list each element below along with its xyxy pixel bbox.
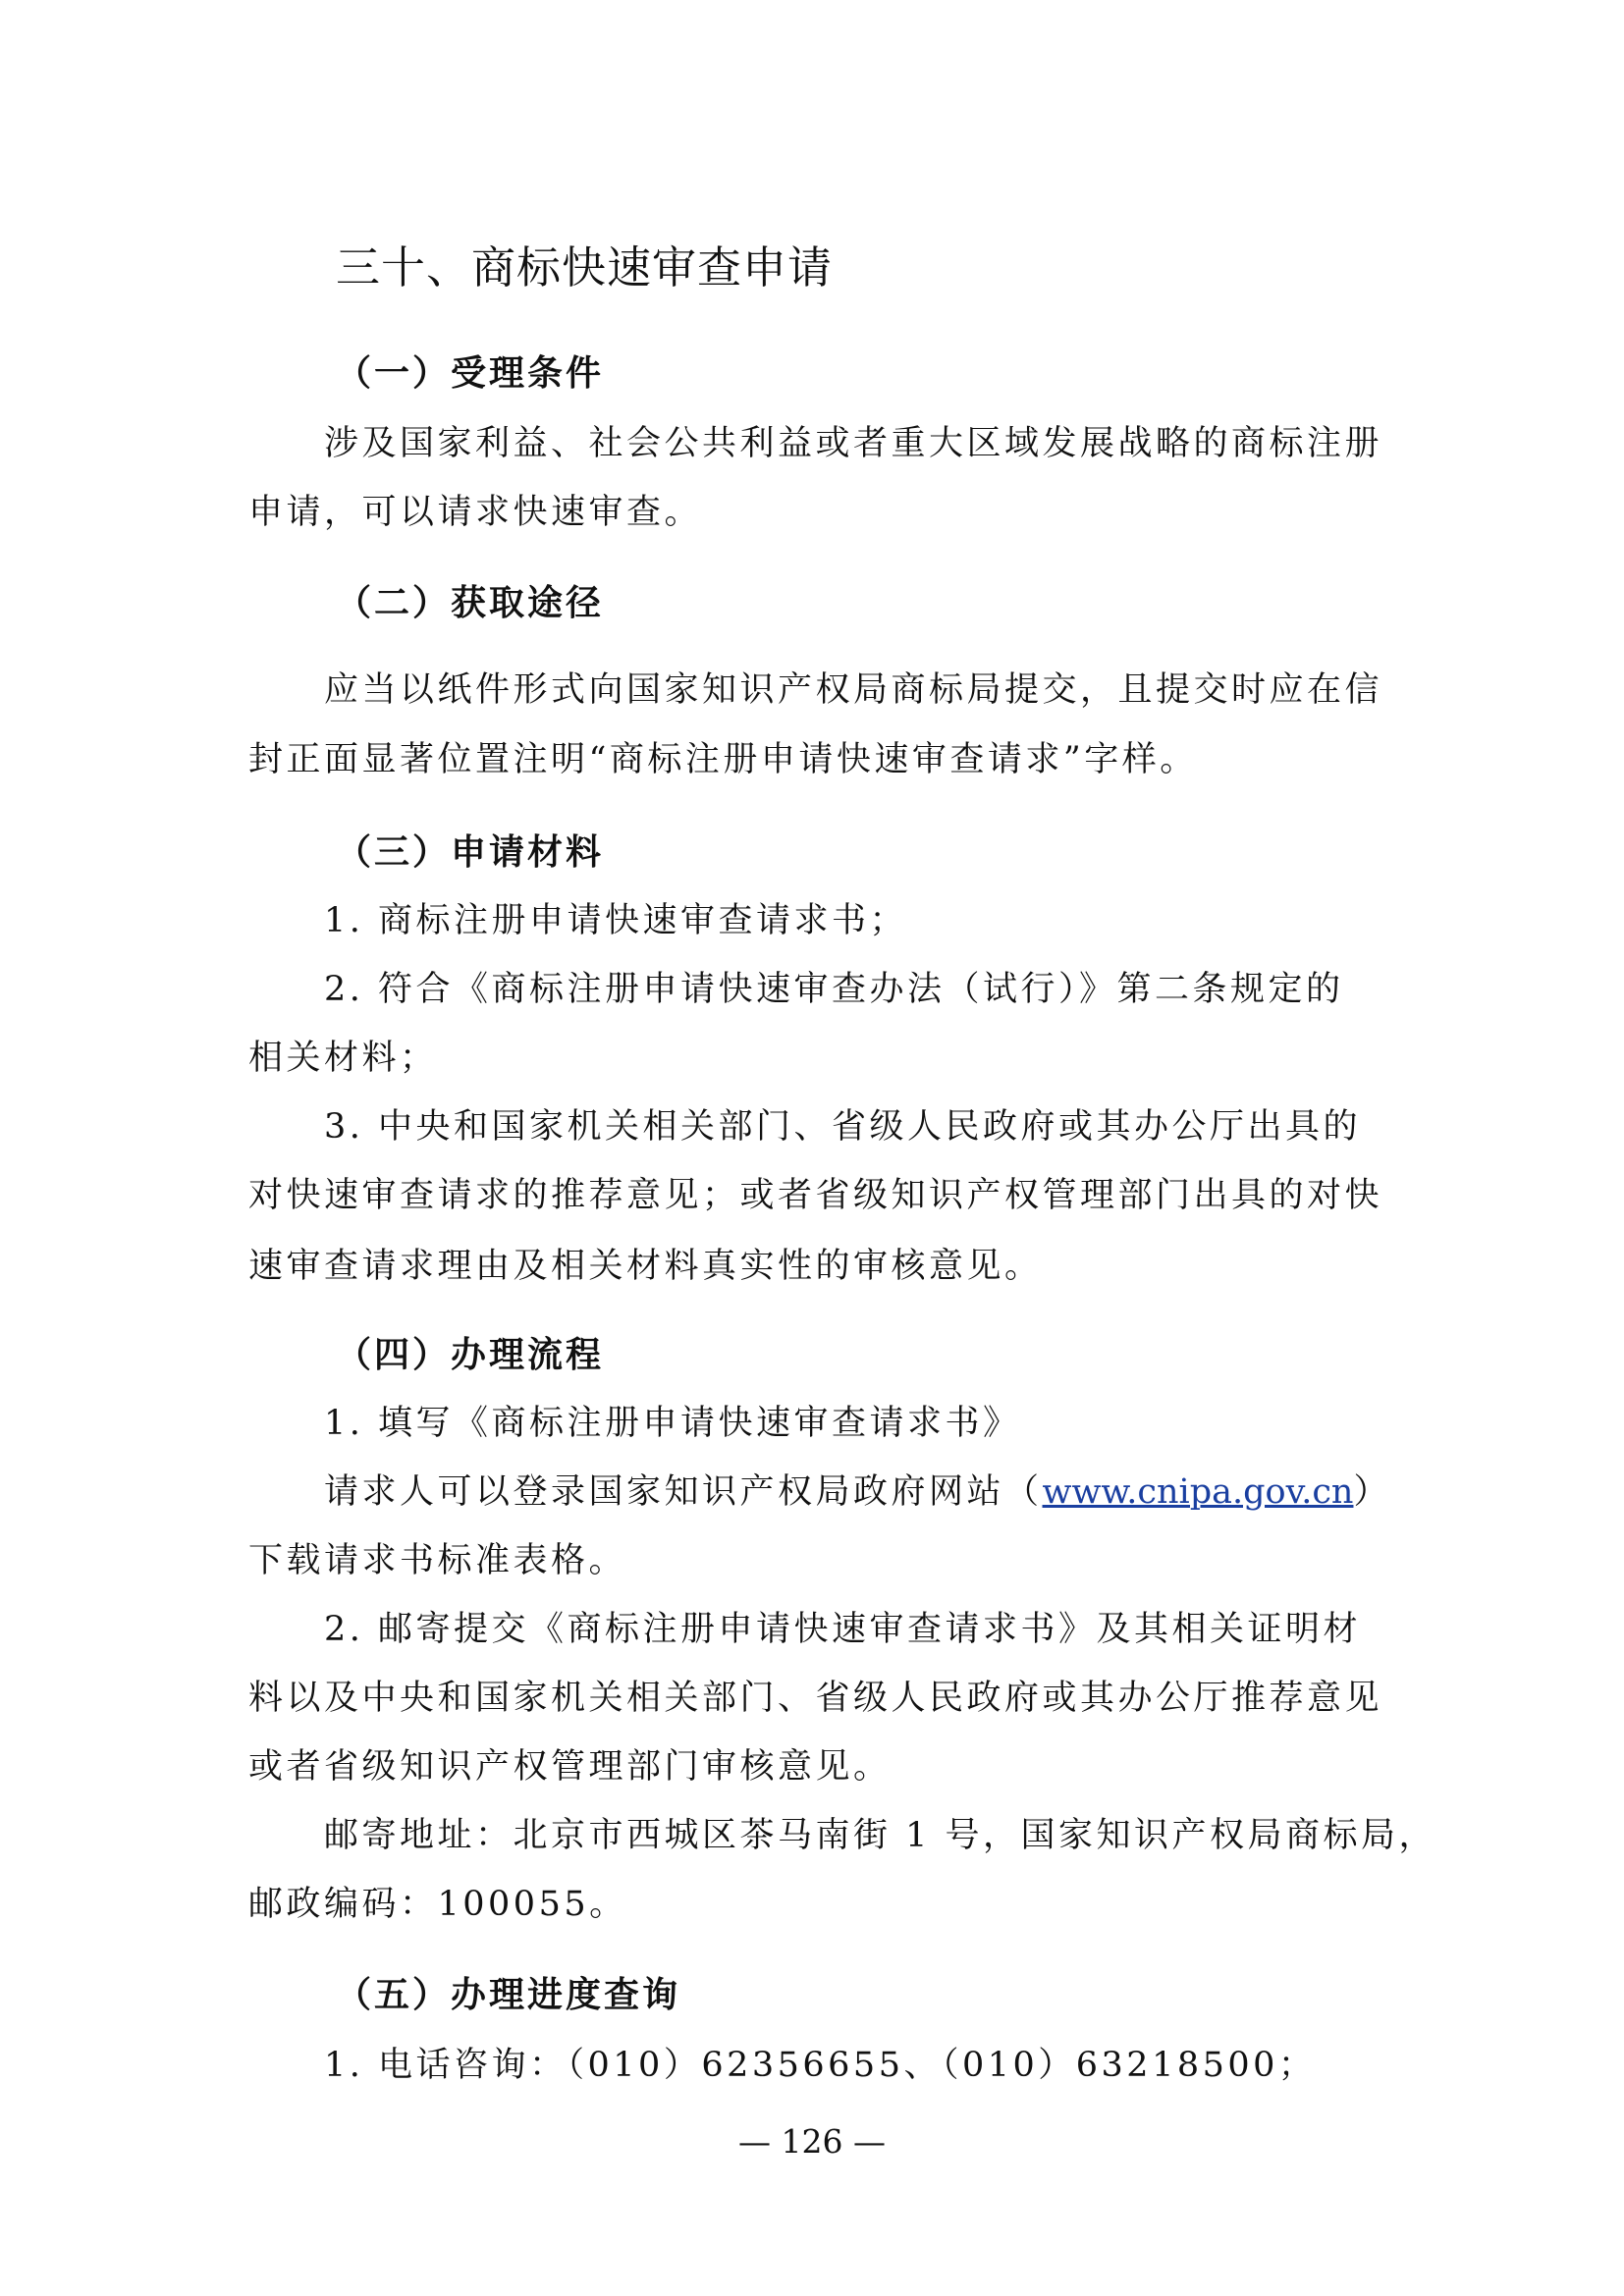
list-item-continuation: 料以及中央和国家机关相关部门、省级人民政府或其办公厅推荐意见 bbox=[248, 1679, 1383, 1718]
list-item-continuation: 相关材料； bbox=[248, 1039, 438, 1078]
paragraph-line: 应当以纸件形式向国家知识产权局商标局提交，且提交时应在信 bbox=[324, 670, 1383, 710]
mailing-address: 邮寄地址：北京市西城区茶马南街 1 号，国家知识产权局商标局， bbox=[324, 1816, 1437, 1855]
paragraph-line: 下载请求书标准表格。 bbox=[248, 1541, 627, 1580]
heading-procedure: （四）办理流程 bbox=[336, 1335, 605, 1375]
heading-progress-inquiry: （五）办理进度查询 bbox=[336, 1975, 681, 2015]
list-item: 1. 填写《商标注册申请快速审查请求书》 bbox=[324, 1404, 1021, 1443]
list-item: 2. 符合《商标注册申请快速审查办法（试行）》第二条规定的 bbox=[324, 970, 1344, 1009]
paragraph-text: ） bbox=[1353, 1472, 1391, 1512]
heading-application-materials: （三）申请材料 bbox=[336, 832, 605, 873]
list-item: 3. 中央和国家机关相关部门、省级人民政府或其办公厅出具的 bbox=[324, 1107, 1362, 1147]
heading-acceptance-conditions: （一）受理条件 bbox=[336, 353, 605, 394]
page-number: — 126 — bbox=[738, 2122, 886, 2161]
list-item-continuation: 对快速审查请求的推荐意见；或者省级知识产权管理部门出具的对快 bbox=[248, 1176, 1383, 1215]
paragraph-line: 申请，可以请求快速审查。 bbox=[248, 493, 703, 532]
section-title: 三十、商标快速审查申请 bbox=[336, 241, 834, 294]
paragraph-text: 请求人可以登录国家知识产权局政府网站（ bbox=[324, 1472, 1043, 1512]
list-item-continuation: 或者省级知识产权管理部门审核意见。 bbox=[248, 1747, 892, 1787]
list-item: 2. 邮寄提交《商标注册申请快速审查请求书》及其相关证明材 bbox=[324, 1610, 1362, 1649]
list-item: 1. 电话咨询：（010）62356655、（010）63218500； bbox=[324, 2046, 1317, 2085]
heading-access-channel: （二）获取途径 bbox=[336, 583, 605, 623]
postal-code: 邮政编码：100055。 bbox=[248, 1885, 627, 1924]
cnipa-website-link[interactable]: www.cnipa.gov.cn bbox=[1042, 1472, 1354, 1512]
list-item: 1. 商标注册申请快速审查请求书； bbox=[324, 901, 908, 940]
list-item-continuation: 速审查请求理由及相关材料真实性的审核意见。 bbox=[248, 1247, 1043, 1286]
paragraph-line bbox=[324, 1465, 1391, 1514]
paragraph-line: 封正面显著位置注明“商标注册申请快速审查请求”字样。 bbox=[248, 740, 1198, 779]
paragraph-line: 涉及国家利益、社会公共利益或者重大区域发展战略的商标注册 bbox=[324, 424, 1383, 463]
